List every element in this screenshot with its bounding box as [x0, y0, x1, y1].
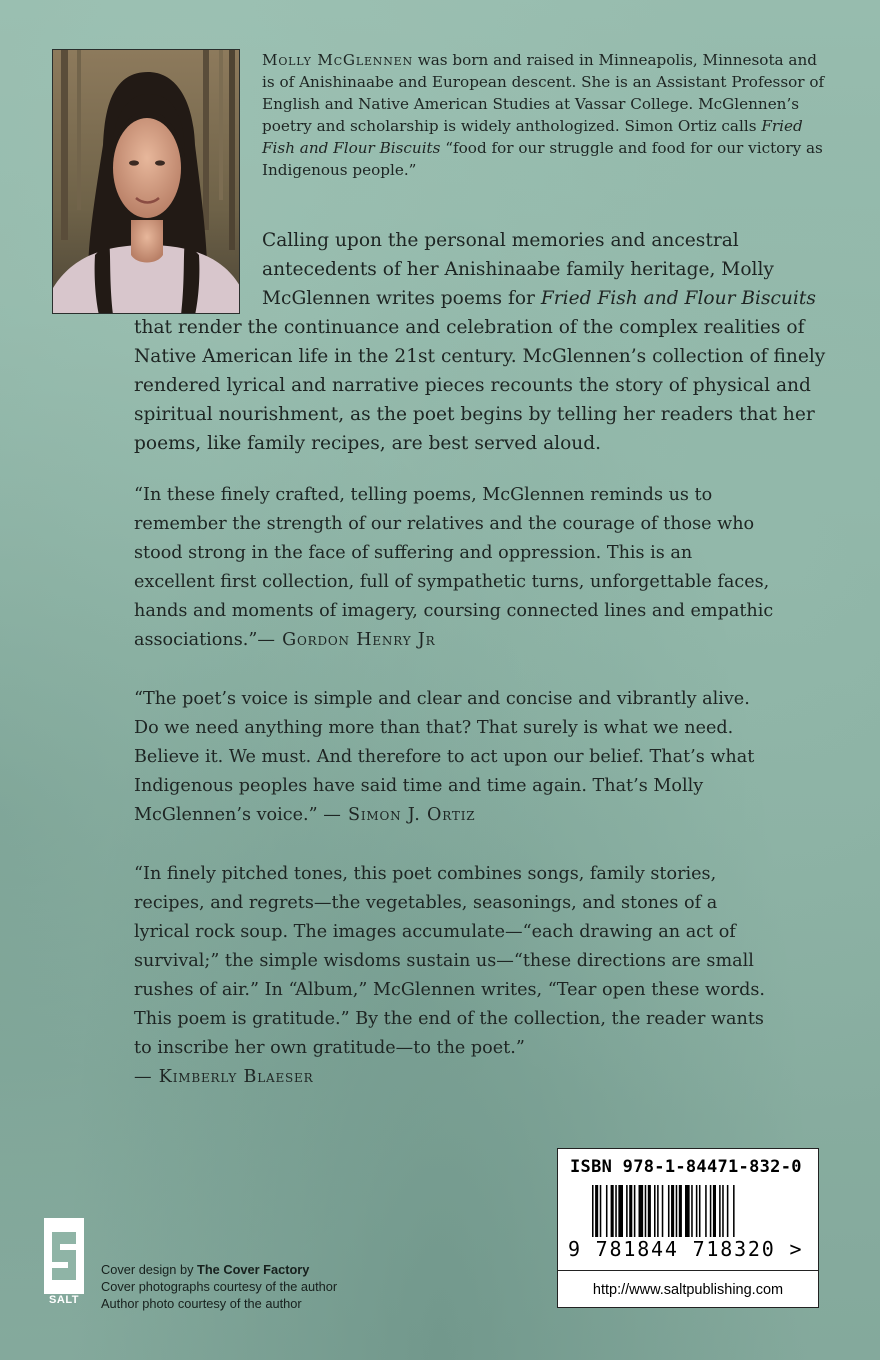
barcode-bar	[634, 1185, 636, 1237]
salt-logo-icon	[44, 1218, 84, 1294]
salt-logo-text: SALT	[49, 1294, 79, 1306]
author-name: Molly McGlennen	[262, 51, 413, 69]
salt-logo	[44, 1218, 84, 1310]
barcode-bar	[676, 1185, 678, 1237]
barcode-bar	[662, 1185, 664, 1237]
quote-attribution: — Kimberly Blaeser	[134, 1067, 314, 1087]
barcode-bar	[657, 1185, 659, 1237]
barcode-bar	[671, 1185, 674, 1237]
isbn-barcode-box	[557, 1148, 819, 1308]
quote-attribution: — Simon J. Ortiz	[323, 805, 476, 825]
barcode-bar	[626, 1185, 628, 1237]
quote-text: “In finely pitched tones, this poet combines songs, family stories, recipes, and regrets—the vegetables, seasonings, and stones of a lyrical rock soup. The images accumulate—“each drawing an act of survival;” the simple wisdoms sustain us—“these directions are small rushes of air.” In “Album,” McGlennen writes, “Tear open these words. This poem is gratitude.” By the end of the collection, the reader wants to inscribe her own gratitude—to the poet.”	[134, 864, 765, 1058]
barcode-bar	[645, 1185, 647, 1237]
barcode-bar	[606, 1185, 608, 1237]
blurb-quote	[134, 685, 774, 830]
barcode-bar	[696, 1185, 698, 1237]
barcode-bar	[618, 1185, 623, 1237]
book-description	[134, 226, 828, 458]
barcode-bar	[592, 1185, 594, 1237]
quote-text: “In these finely crafted, telling poems, McGlennen reminds us to remember the strength of our relatives and the courage of those who stood strong in the face of suffering and oppression. This is an excellent first collection, full of sympathetic turns, unforgettable faces, hands and moments of imagery, coursing connected lines and empathic associations.”	[134, 485, 774, 650]
design-credit	[101, 1261, 431, 1278]
publisher-url[interactable]: http://www.saltpublishing.com	[592, 1282, 784, 1298]
cover-photo-credit: Cover photographs courtesy of the author	[101, 1279, 338, 1294]
barcode-bar	[685, 1185, 690, 1237]
author-photo-credit: Author photo courtesy of the author	[101, 1296, 302, 1311]
barcode-bar	[611, 1185, 614, 1237]
bio-text-1: was born and raised in Minneapolis, Minnesota and is of Anishinaabe and European descent. She is an Assistant Professor of English and Native American Studies at Vassar College. McGlennen’s poetry and scholarship is widely anthologized. Simon Ortiz calls	[262, 51, 825, 135]
barcode-bar	[639, 1185, 644, 1237]
barcode-bar	[679, 1185, 682, 1237]
barcode-bar	[668, 1185, 670, 1237]
barcode-bar	[654, 1185, 656, 1237]
author-bio	[262, 49, 832, 181]
bio-book-title: Fried Fish and Flour Biscuits	[262, 117, 803, 157]
isbn-label: ISBN 978-1-84471-832-0	[570, 1157, 802, 1177]
barcode-bar	[710, 1185, 712, 1237]
barcode-bar	[600, 1185, 602, 1237]
barcode-bar	[705, 1185, 707, 1237]
divider	[558, 1270, 818, 1271]
description-text-2: that render the continuance and celebration of the complex realities of Native American life in the 21st century. McGlennen’s collection of finely rendered lyrical and narrative pieces recounts the story of physical and spiritual nourishment, as the poet begins by telling her readers that her poems, like family recipes, are best served aloud.	[134, 317, 826, 454]
blurb-quote	[134, 481, 774, 655]
quote-text: “The poet’s voice is simple and clear and concise and vibrantly alive. Do we need anything more than that? That surely is what we need. Believe it. We must. And therefore to act upon our belief. That’s what Indigenous peoples have said time and time again. That’s Molly McGlennen’s voice.”	[134, 689, 755, 825]
barcode-bar	[719, 1185, 721, 1237]
barcode-bar	[648, 1185, 651, 1237]
design-credit-prefix: Cover design by	[101, 1262, 198, 1277]
cover-credits	[101, 1261, 431, 1312]
description-text-1: Calling upon the personal memories and ancestral antecedents of her Anishinaabe family heritage, Molly McGlennen writes poems for	[262, 230, 774, 309]
description-book-title: Fried Fish and Flour Biscuits	[540, 288, 816, 309]
blurb-quote	[134, 860, 774, 1092]
barcode-bar	[722, 1185, 724, 1237]
designer-name: The Cover Factory	[197, 1262, 310, 1277]
barcode-bar	[595, 1185, 598, 1237]
bio-text-2: “food for our struggle and food for our victory as Indigenous people.”	[262, 139, 823, 179]
barcode-bar	[615, 1185, 617, 1237]
barcode-bar	[727, 1185, 729, 1237]
barcode-bar	[713, 1185, 716, 1237]
barcode-bar	[691, 1185, 693, 1237]
description-indented-block	[134, 226, 828, 313]
barcode-digits: 9 781844 718320 >	[568, 1237, 804, 1261]
barcode-bar	[699, 1185, 701, 1237]
barcode-bar	[733, 1185, 735, 1237]
barcode-image	[592, 1185, 788, 1237]
quote-attribution: — Gordon Henry Jr	[257, 630, 436, 650]
barcode-bar	[629, 1185, 632, 1237]
